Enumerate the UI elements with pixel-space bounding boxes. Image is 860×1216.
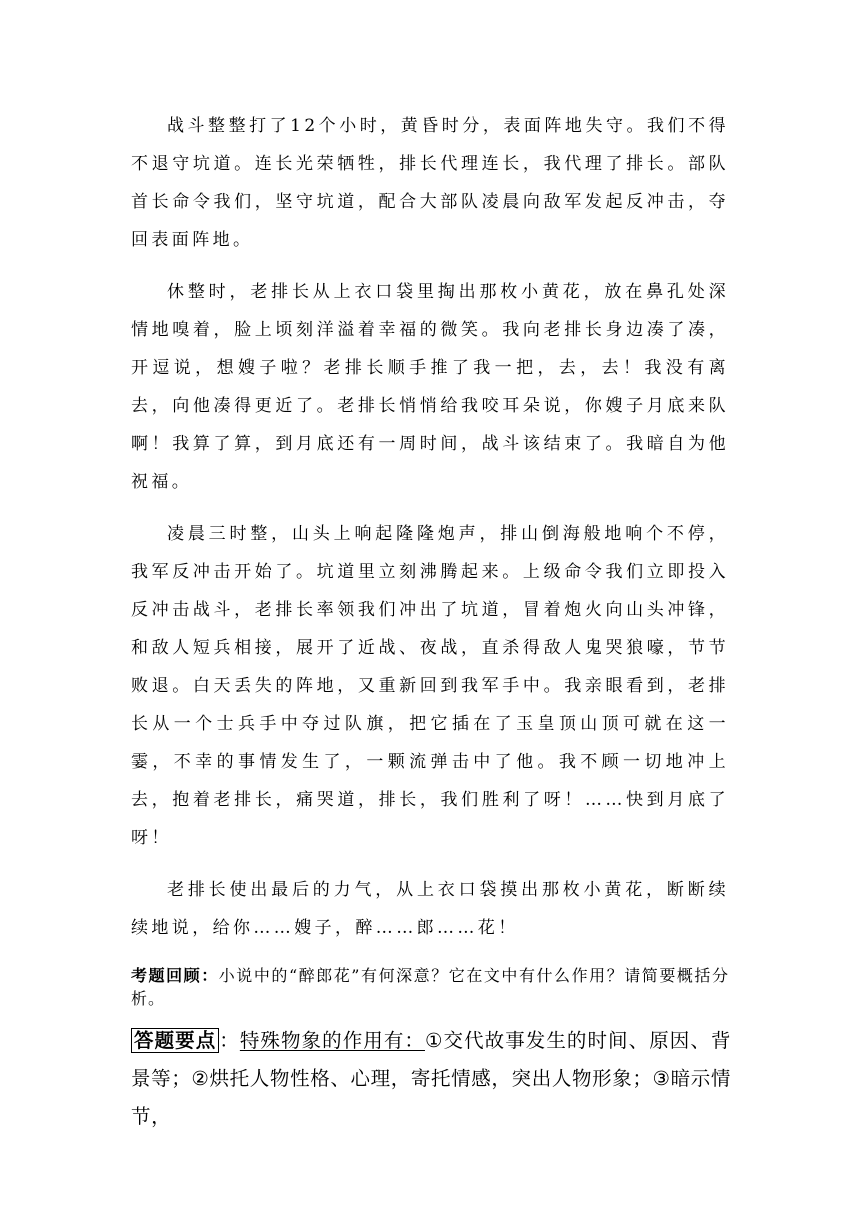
answer-label: 答题要点 <box>131 1028 219 1053</box>
answer-underlined-heading: 特殊物象的作用有： <box>239 1029 425 1052</box>
story-text <box>131 107 729 961</box>
answer-text: ①交代故事发生的时间、原因、背景等；②烘托人物性格、心理，寄托情感，突出人物形象；③暗示情节， <box>131 1029 731 1128</box>
story-paragraph-2: 休整时，老排长从上衣口袋里掏出那枚小黄花，放在鼻孔处深情地嗅着，脸上顷刻洋溢着幸福的微笑。我向老排长身边凑了凑，开逗说，想嫂子啦？老排长顺手推了我一把，去，去！我没有离去，向他凑得更近了。老排长悄悄给我咬耳朵说，你嫂子月底来队啊！我算了算，到月底还有一周时间，战斗该结束了。我暗自为他祝福。 <box>131 282 729 492</box>
story-paragraph-4: 老排长使出最后的力气，从上衣口袋摸出那枚小黄花，断断续续地说，给你……嫂子，醉……郎……花！ <box>131 880 729 938</box>
answer-key-points <box>131 1022 731 1136</box>
question-label: 考题回顾： <box>131 966 219 985</box>
story-paragraph-1: 战斗整整打了12个小时，黄昏时分，表面阵地失守。我们不得不退守坑道。连长光荣牺牲，排长代理连长，我代理了排长。部队首长命令我们，坚守坑道，配合大部队凌晨向敌军发起反冲击，夺回表面阵地。 <box>131 116 729 250</box>
story-paragraph-3: 凌晨三时整，山头上响起隆隆炮声，排山倒海般地响个不停，我军反冲击开始了。坑道里立刻沸腾起来。上级命令我们立即投入反冲击战斗，老排长率领我们冲出了坑道，冒着炮火向山头冲锋，和敌人短兵相接，展开了近战、夜战，直杀得敌人鬼哭狼嚎，节节败退。白天丢失的阵地，又重新回到我军手中。我亲眼看到，老排长从一个士兵手中夺过队旗，把它插在了玉皇顶山顶可就在这一霎，不幸的事情发生了，一颗流弹击中了他。我不顾一切地冲上去，抱着老排长，痛哭道，排长，我们胜利了呀！……快到月底了呀！ <box>131 524 729 848</box>
question-text: 小说中的“醉郎花”有何深意？它在文中有什么作用？请简要概括分析。 <box>131 966 729 1008</box>
exam-question <box>131 964 729 1010</box>
answer-colon: ： <box>219 1029 240 1052</box>
